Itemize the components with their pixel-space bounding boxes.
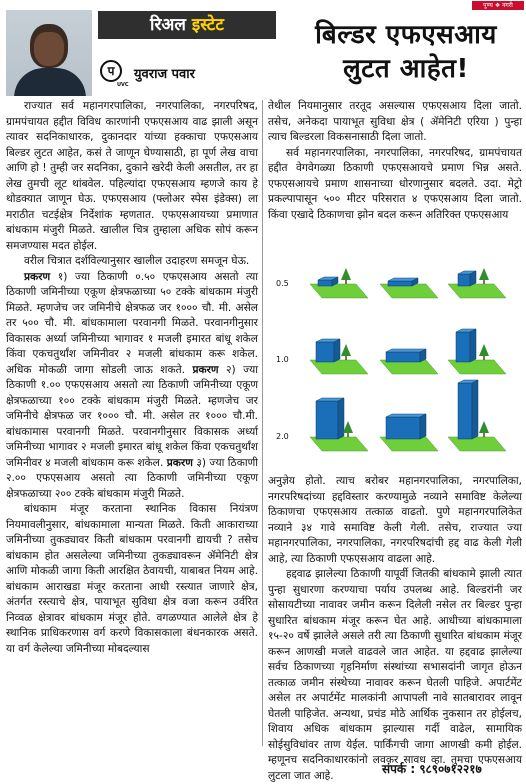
article-column-2-bottom	[268, 474, 522, 784]
fsi-plot-2-2	[448, 437, 506, 451]
fsi-building-0-1	[388, 281, 412, 286]
paragraph-boundary-expansion: अनुज्ञेय होतो. त्याच बरोबर महानगरपालिका, नगरपालिका, नगरपरिषदांच्या हद्दविस्तार करण्यामुळे नव्याने समाविष्ट केलेल्या ठिकाणचा एफएसआय तत्काळ वाढतो. पुणे महानगरपालिकेत नव्याने ३४ गावे समाविष्ट केली गेली. तसेच, राज्यात ज्या महानगरपालिका, नगरपालिका, नगरपरिषदांची हद्द वाढ केली गेली आहे, त्या ठिकाणी एफएसआय वाढला आहे.	[268, 475, 522, 565]
kicker-prefix: रिअल	[150, 15, 192, 35]
paragraph-case-1: प्रकरण १) ज्या ठिकाणी ०.५० एफएसआय असतो त्या ठिकाणी जमिनीच्या एकूण क्षेत्रफळाच्या ५० टक्के बांधकाम मंजुरी मिळते. म्हणजेच जर जमिनीचे क्षेत्रफळ जर १००० चौ. मी. असेल तर ५०० चौ. मी. बांधकामाला परवानगी मिळते. परवानगीनुसार विकासक अर्ध्या जमिनीच्या भागावर १ मजली इमारत बांधू शकेल किंवा एकचतुर्थांश जमिनीवर २ मजली बांधकाम करू शकेल. अधिक मोकळी जागा सोडली जाऊ शकते. प्रकरण २) ज्या ठिकाणी १.०० एफएसआय असतो त्या ठिकाणी जमिनीच्या एकूण क्षेत्रफळाच्या १०० टक्के बांधकाम मंजुरी मिळते. म्हणजेच जर जमिनीचे क्षेत्रफळ जर १००० चौ. मी. असेल तर १००० चौ.मी. बांधकामास परवानगी मिळते. परवानगीनुसार विकासक अर्ध्या जमिनीच्या भागावर २ मजली इमारत बांधू शकेल किंवा एकचतुर्थांश जमिनीवर ४ मजली बांधकाम करू शकेल. प्रकरण ३) ज्या ठिकाणी २.०० एफएसआय असतो त्या ठिकाणी जमिनीच्या एकूण क्षेत्रफळाच्या २०० टक्के बांधकाम मंजुरी मिळते.	[6, 270, 259, 500]
tree-icon-0b	[479, 268, 489, 280]
tree-icon-0a	[341, 268, 351, 280]
column-divider	[262, 100, 263, 746]
author-photo	[6, 10, 92, 96]
fsi-building-2-2-side	[472, 380, 478, 439]
fsi-row-label-1: 1.0	[276, 355, 289, 364]
fsi-building-2-1-roof	[386, 414, 426, 417]
paragraph-rules: बांधकाम मंजूर करताना स्थानिक विकास नियंत्रण नियमावलीनुसार, बांधकामाला मान्यता मिळते. किती आकाराच्या जमिनीच्या तुकड्यावर किती बांधकाम परवानगी द्यायची ? तसेच बांधकाम होत असलेल्या जमिनीच्या तुकड्यावरून ॲमेनिटी क्षेत्र आणि मोकळी जागा किती आरक्षित ठेवायची, याबाबत नियम आहे. बांधकाम आराखडा मंजूर करताना आधी रस्त्यात जाणारे क्षेत्र, अंतर्गत रस्त्याचे क्षेत्र, पायाभूत सुविधा क्षेत्र वजा करून उर्वरित निव्वळ क्षेत्रावर बांधकाम मंजूर होते. वगळण्यात आलेले क्षेत्र हे स्थानिक प्राधिकरणास वर्ग करणे विकासकाला बंधनकारक असते. या वर्ग केलेल्या जमिनीच्या मोबदल्यास	[6, 503, 258, 655]
fsi-building-1-0	[316, 342, 334, 362]
fsi-building-1-2	[456, 332, 470, 362]
paragraph-intro: राज्यात सर्व महानगरपालिका, नगरपालिका, नगरपरिषद, ग्रामपंचायत हद्दीत विविध कारणांनी एफएसआय वाढ झाली असून त्यावर सदनिकाधारक, दुकानदार यांच्या हक्काचा एफएसआय बिल्डर लुटत आहेत, कसं ते जाणून घेण्यासाठी, हा पूर्ण लेख वाचा आणि हो ! तुम्ही जर सदनिका, दुकाने खरेदी केली असतील, तर हा लेख तुमची लूट थांबवेल. पहिल्यांदा एफएसआय म्हणजे काय हे थोडक्यात जाणून घेऊ. एफएसआय (फ्लोअर स्पेस इंडेक्स) ला मराठीत चटईक्षेत्र निर्देशांक म्हणतात. एफएसआयच्या प्रमाणात बांधकाम मंजुरी मिळते. खालील चित्र तुम्हाला अधिक सोपं करून समजण्यास मदत होईल.	[6, 100, 258, 252]
fsi-row-label-2: 2.0	[276, 432, 289, 441]
fsi-building-1-2-side	[470, 329, 476, 362]
fsi-building-2-0	[316, 401, 338, 439]
contact-line	[382, 760, 482, 777]
fsi-building-0-0	[318, 280, 332, 286]
fsi-diagram-svg	[270, 238, 520, 470]
tree-icon-0a-trunk	[345, 280, 347, 284]
tree-icon-0b-trunk	[483, 280, 485, 284]
kicker-highlight: इस्टेट	[191, 15, 224, 35]
headline-line-2: लुटत आहेत!	[343, 54, 469, 84]
fsi-plot-0-2	[448, 284, 506, 298]
tree-icon-1a	[341, 344, 351, 356]
article-column-1	[6, 99, 258, 657]
article-column-2-top	[268, 99, 522, 223]
paragraph-warning: हद्दवाढ झालेल्या ठिकाणी यापूर्वी जितकी बांधकामे झाली त्यात पुन्हा सुधारणा करण्याचा पर्याय उपलब्ध आहे. बिल्डरांनी जर सोसायटीच्या नावावर जमीन करून दिलेली नसेल तर बिल्डर पुन्हा सुधारित बांधकाम मंजूर करून घेत आहे. आधीच्या बांधकामाला १५-२० वर्षे झालेले असले तरी त्या ठिकाणी सुधारित बांधकाम मंजूर करून आणखी मजले वाढवले जात आहेत. या हद्दवाढ झालेल्या सर्वच ठिकाणच्या गृहनिर्माण संस्थांच्या सभासदांनी जागृत होऊन तत्काळ जमीन संस्थेच्या नावावर करून घेतली पाहिजे. अपार्टमेंट असेल तर अपार्टमेंट मालकांनी आपापली नावे सातबारावर लावून घेतली पाहिजेत. अन्यथा, प्रचंड मोठे आर्थिक नुकसान तर होईलच, शिवाय अधिक बांधकाम झाल्यास गर्दी वाढेल, सामायिक सोईसुविधांवर ताण येईल. पार्किंगची जागा आणखी कमी होईल. म्हणूनच सदनिकाधारकांनो लवकर सावध व्हा. तुमचा एफएसआय लुटला जात आहे.	[268, 568, 522, 782]
fsi-building-2-1-side	[420, 414, 426, 439]
fsi-row-label-0: 0.5	[276, 279, 289, 288]
contact-label: संपर्क :	[382, 762, 420, 776]
tree-icon-2b-trunk	[483, 433, 485, 437]
tree-icon-2b	[479, 421, 489, 433]
fsi-building-2-1	[386, 417, 420, 439]
headline-line-1: बिल्डर एफएसआय	[315, 20, 497, 50]
tree-icon-1b	[479, 344, 489, 356]
author-logo-subtext: UVC	[117, 82, 129, 88]
contact-number: ९८९०७१२२१७	[419, 762, 482, 776]
headline	[288, 18, 524, 86]
fsi-building-1-1	[386, 352, 420, 362]
column-kicker	[98, 11, 276, 39]
tree-icon-1a-trunk	[345, 356, 347, 360]
fsi-diagram	[270, 238, 520, 470]
fsi-building-1-1-roof	[386, 349, 426, 352]
paragraph-continued: तेथील नियमानुसार तरतूद असल्यास एफएसआय दिला जातो. तसेच, अनेकदा पायाभूत सुविधा क्षेत्र ( ॲमेनिटी एरिया ) पुन्हा त्याच बिल्डरला विकसनासाठी दिला जातो.	[268, 100, 522, 143]
masthead-tag: पुण्य ❖ नगरी	[472, 1, 524, 10]
author-byline: युवराज पवार	[134, 67, 195, 82]
tree-icon-1b-trunk	[483, 356, 485, 360]
author-logo-icon: प	[100, 60, 122, 82]
fsi-building-0-2	[458, 274, 470, 286]
paragraph-fsi-variation: सर्व महानगरपालिका, नगरपालिका, नगरपरिषद, ग्रामपंचायत हद्दीत वेगवेगळ्या ठिकाणी एफएसआयचे प्रमाण भिन्न असते. एफएसआयचे प्रमाण शासनाच्या धोरणानुसार बदलते. उदा. मेट्रो प्रकल्पापासून ५०० मीटर परिसरात ४ एफएसआय दिला जातो. किंवा एखादे ठिकाणचा झोन बदल करून अतिरिक्त एफएसआय	[268, 146, 522, 221]
case-label: प्रकरण	[24, 270, 51, 283]
fsi-building-1-0-side	[334, 339, 340, 362]
tree-icon-2a-trunk	[347, 433, 349, 437]
fsi-building-2-2	[458, 383, 472, 439]
paragraph-example-intro: वरील चित्रात दर्शविल्यानुसार खालील उदाहरण समजून घेऊ.	[24, 255, 250, 267]
tree-icon-2a	[343, 421, 353, 433]
